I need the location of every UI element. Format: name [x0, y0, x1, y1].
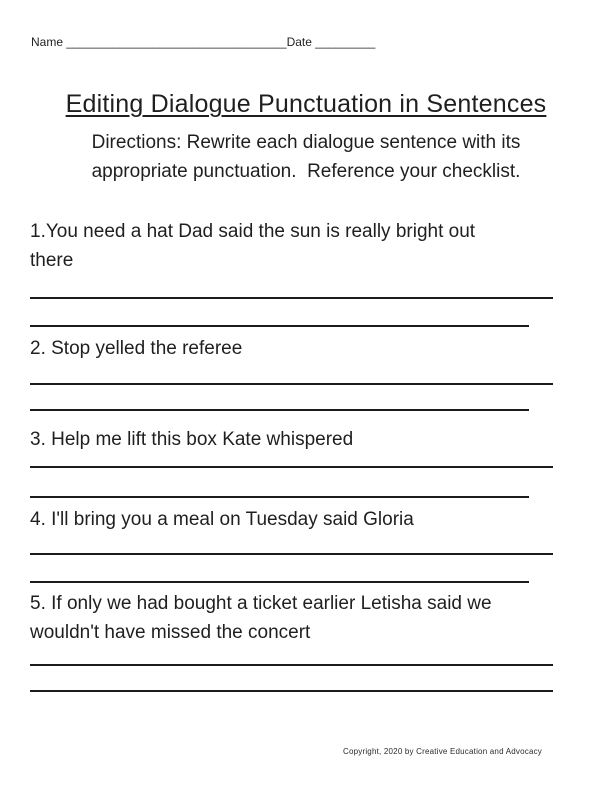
directions — [0, 128, 612, 186]
question-3-text-line-1: 3. Help me lift this box Kate whispered — [30, 429, 354, 450]
question-4-text-line-1: 4. I'll bring you a meal on Tuesday said Gloria — [30, 509, 414, 530]
question-4 — [30, 505, 575, 534]
question-5 — [30, 589, 575, 647]
answer-blank-line — [30, 466, 553, 468]
worksheet-title: Editing Dialogue Punctuation in Sentences — [65, 90, 547, 118]
name-date-line: Name _________________________________Date _________ — [31, 35, 376, 49]
answer-blank-line — [30, 409, 529, 411]
question-5-text-line-1: 5. If only we had bought a ticket earlier Letisha said we — [30, 593, 492, 614]
question-1 — [30, 217, 575, 275]
question-3 — [30, 425, 575, 454]
answer-blank-line — [30, 383, 553, 385]
question-2 — [30, 334, 575, 363]
question-5-text-line-2: wouldn't have missed the concert — [30, 622, 311, 643]
answer-blank-line — [30, 664, 553, 666]
answer-blank-line — [30, 297, 553, 299]
directions-line-1: Directions: Rewrite each dialogue sentence with its — [91, 132, 521, 153]
answer-blank-line — [30, 581, 529, 583]
answer-blank-line — [30, 496, 529, 498]
question-1-text-line-1: 1.You need a hat Dad said the sun is really bright out — [30, 221, 476, 242]
directions-line-2: appropriate punctuation. Reference your checklist. — [91, 161, 521, 182]
question-1-text-line-2: there — [30, 250, 74, 271]
answer-blank-line — [30, 690, 553, 692]
answer-blank-line — [30, 325, 529, 327]
answer-blank-line — [30, 553, 553, 555]
copyright-notice: Copyright, 2020 by Creative Education and Advocacy — [342, 747, 542, 756]
question-2-text-line-1: 2. Stop yelled the referee — [30, 338, 243, 359]
